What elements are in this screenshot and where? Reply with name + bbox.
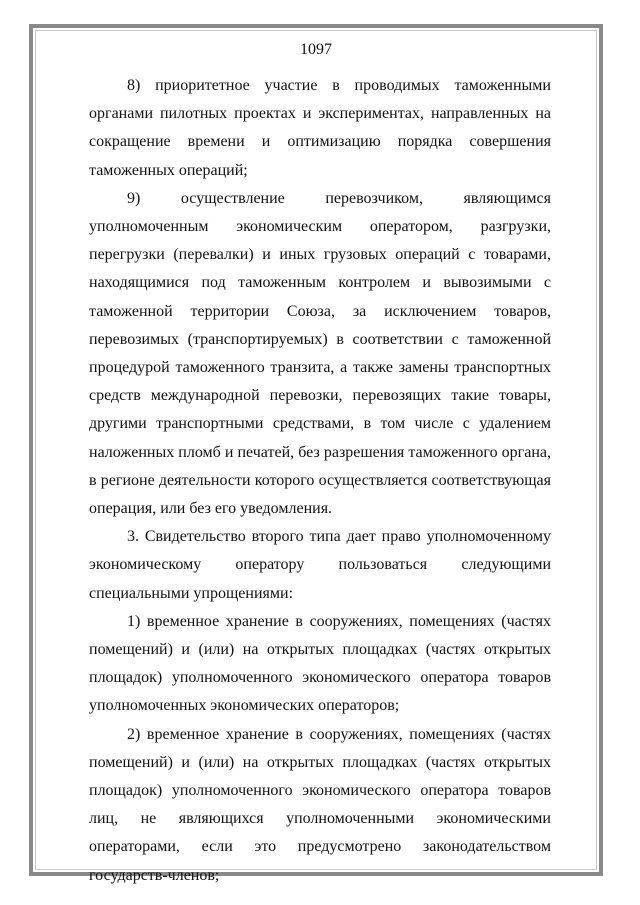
paragraph-item-2: 2) временное хранение в сооружениях, помещениях (частях помещений) и (или) на открытых площадках (частях открытых площадок) уполномоченного экономического оператора товаров лиц, не являющихся уполномоченными экономическими операторами, если это предусмотрено законодательством государств-членов; xyxy=(89,725,551,884)
page-number: 1097 xyxy=(300,41,332,58)
paragraph-item-1: 1) временное хранение в сооружениях, помещениях (частях помещений) и (или) на открытых площадках (частях открытых площадок) уполномоченного экономического оператора товаров уполномоченных экономических операторов; xyxy=(89,612,551,715)
page-frame xyxy=(29,24,603,884)
document-body xyxy=(89,72,551,890)
paragraph-section-3: 3. Свидетельство второго типа дает право уполномоченному экономическому оператору пользоваться следующими специальными упрощениями: xyxy=(89,528,551,602)
paragraph-item-8: 8) приоритетное участие в проводимых таможенными органами пилотных проектах и экспериментах, направленных на сокращение времени и оптимизацию порядка совершения таможенных операций; xyxy=(89,77,551,179)
paragraph-item-9: 9) осуществление перевозчиком, являющимся уполномоченным экономическим оператором, разгрузки, перегрузки (перевалки) и иных грузовых операций с товарами, находящимися под таможенным контролем и вывозимыми с таможенной территории Союза, за исключением товаров, перевозимых (транспортируемых) в соответствии с таможенной процедурой таможенного транзита, а также замены транспортных средств международной перевозки, перевозящих такие товары, другими транспортными средствами, в том числе с удалением наложенных пломб и печатей, без разрешения таможенного органа, в регионе деятельности которого осуществляется соответствующая операция, или без его уведомления. xyxy=(89,189,551,518)
